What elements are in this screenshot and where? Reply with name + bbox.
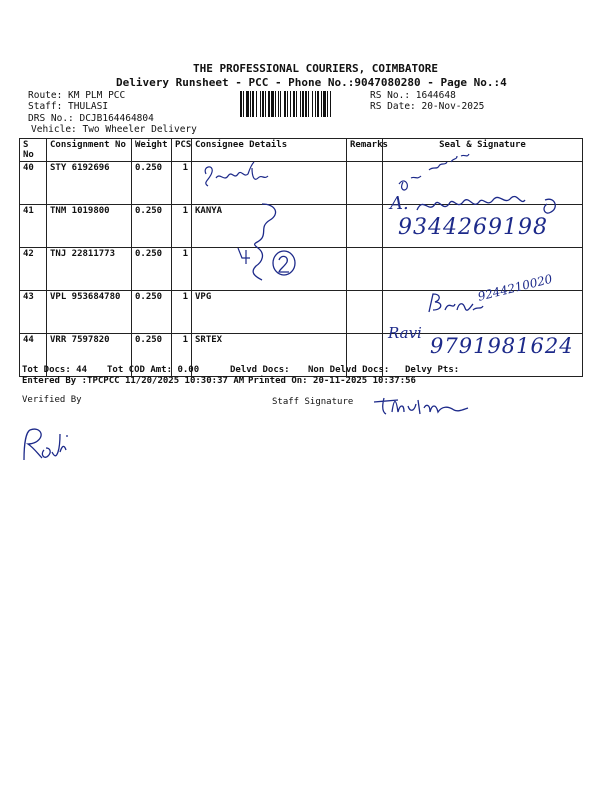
row-weight: 0.250 [132, 334, 172, 377]
row-sno: 42 [20, 248, 47, 291]
verified-by-label: Verified By [22, 395, 82, 405]
verifier-handwritten-signature [18, 424, 78, 466]
handwritten-phone-row44: 9791981624 [430, 334, 574, 358]
handwritten-bracket-rows41-42 [232, 200, 302, 285]
col-weight: Weight [132, 139, 172, 162]
row-pcs: 1 [172, 334, 192, 377]
row-remarks [347, 205, 383, 248]
handwritten-signature-row40 [200, 160, 280, 190]
row-consignment: STY 6192696 [47, 162, 132, 205]
col-signature: Seal & Signature [383, 139, 583, 162]
row-consignment: TNM 1019800 [47, 205, 132, 248]
row-remarks [347, 291, 383, 334]
row-consignment: VPL 953684780 [47, 291, 132, 334]
row-remarks [347, 162, 383, 205]
handwritten-phone-row43: 9244210020 [476, 271, 554, 304]
total-docs: Tot Docs: 44 [22, 365, 88, 375]
row-consignee: SRTEX [192, 334, 347, 377]
handwritten-name-row41: A. [390, 193, 409, 214]
table-header-row [20, 139, 583, 162]
drs-label: DRS No.: DCJB164464804 [28, 113, 154, 124]
entered-by: Entered By :TPCPCC 11/20/2025 10:30:37 AM [22, 376, 245, 386]
row-weight: 0.250 [132, 205, 172, 248]
row-sno: 44 [20, 334, 47, 377]
rs-number: RS No.: 1644648 [370, 90, 456, 101]
col-consignee: Consignee Details [192, 139, 347, 162]
row-pcs: 1 [172, 162, 192, 205]
company-title: THE PROFESSIONAL COURIERS, COIMBATORE [193, 62, 439, 75]
row-consignment: VRR 7597820 [47, 334, 132, 377]
row-pcs: 1 [172, 205, 192, 248]
handwritten-name-row44: Ravi [388, 324, 422, 342]
col-sno: S No [20, 139, 47, 162]
col-pcs: PCS [172, 139, 192, 162]
col-remarks: Remarks [347, 139, 383, 162]
rs-date: RS Date: 20-Nov-2025 [370, 101, 485, 112]
row-remarks [347, 248, 383, 291]
total-cod-amount: Tot COD Amt: 0.00 [107, 365, 200, 375]
delivery-points: Delvy Pts: [405, 365, 460, 375]
row-sno: 40 [20, 162, 47, 205]
row-consignee: VPG [192, 291, 347, 334]
staff-signature-label: Staff Signature [272, 397, 354, 407]
row-consignee: KANYA [192, 205, 347, 248]
row-weight: 0.250 [132, 248, 172, 291]
route-label: Route: KM PLM PCC [28, 90, 126, 101]
staff-handwritten-signature [372, 394, 472, 418]
row-weight: 0.250 [132, 291, 172, 334]
printed-on: Printed On: 20-11-2025 10:37:56 [248, 376, 416, 386]
vehicle-label: Vehicle: Two Wheeler Delivery [31, 124, 197, 135]
staff-label: Staff: THULASI [28, 101, 109, 112]
handwritten-phone-row41: 9344269198 [398, 215, 548, 240]
row-weight: 0.250 [132, 162, 172, 205]
row-sno: 41 [20, 205, 47, 248]
row-pcs: 1 [172, 291, 192, 334]
col-consignment: Consignment No [47, 139, 132, 162]
delivered-docs: Delvd Docs: [230, 365, 290, 375]
row-consignment: TNJ 22811773 [47, 248, 132, 291]
row-sno: 43 [20, 291, 47, 334]
barcode-image [240, 91, 368, 117]
row-pcs: 1 [172, 248, 192, 291]
handwritten-stamp-row40 [395, 148, 485, 193]
runsheet-title: Delivery Runsheet - PCC - Phone No.:9047080280 - Page No.:4 [116, 76, 507, 89]
non-delivered-docs: Non Delvd Docs: [308, 365, 390, 375]
